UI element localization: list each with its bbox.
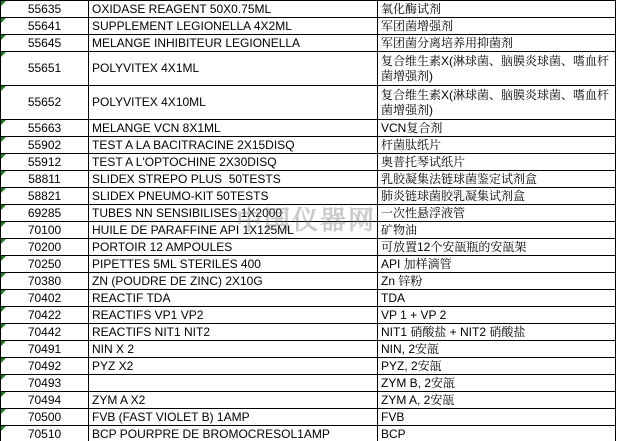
- error-indicator-triangle-icon: [1, 18, 6, 23]
- product-code: 55912: [27, 154, 62, 169]
- product-code-cell[interactable]: [1, 239, 89, 256]
- table-row: [1, 358, 616, 375]
- error-indicator-triangle-icon: [1, 375, 6, 380]
- error-indicator-triangle-icon: [1, 392, 6, 397]
- product-code: 69285: [27, 205, 62, 220]
- product-name-zh-cell[interactable]: 复合维生素X(淋球菌、脑膜炎球菌、嗜血杆菌增强剂): [378, 52, 616, 86]
- product-name-fr-cell[interactable]: SUPPLEMENT LEGIONELLA 4X2ML: [89, 18, 378, 35]
- table-row: [1, 154, 616, 171]
- product-code: 70380: [27, 273, 62, 288]
- product-code-cell[interactable]: [1, 205, 89, 222]
- error-indicator-triangle-icon: [1, 171, 6, 176]
- table-row: [1, 35, 616, 52]
- product-name-zh-cell[interactable]: PYZ, 2安瓿: [378, 358, 616, 375]
- product-name-zh-cell[interactable]: ZYM B, 2安瓿: [378, 375, 616, 392]
- product-name-fr-cell[interactable]: PIPETTES 5ML STERILES 400: [89, 256, 378, 273]
- product-name-fr-cell[interactable]: ZN (POUDRE DE ZINC) 2X10G: [89, 273, 378, 290]
- product-code-cell[interactable]: [1, 307, 89, 324]
- product-name-zh-cell[interactable]: FVB: [378, 409, 616, 426]
- product-name-zh-cell[interactable]: 奥普托琴试纸片: [378, 154, 616, 171]
- product-code-cell[interactable]: [1, 137, 89, 154]
- error-indicator-triangle-icon: [1, 409, 6, 414]
- product-code: 70493: [27, 375, 62, 390]
- product-name-fr-cell[interactable]: NIN X 2: [89, 341, 378, 358]
- product-name-fr-cell[interactable]: POLYVITEX 4X1ML: [89, 52, 378, 86]
- product-name-fr-cell[interactable]: TUBES NN SENSIBILISES 1X2000: [89, 205, 378, 222]
- product-code: 70510: [27, 426, 62, 441]
- product-name-fr-cell[interactable]: POLYVITEX 4X10ML: [89, 86, 378, 120]
- product-name-fr-cell[interactable]: SLIDEX PNEUMO-KIT 50TESTS: [89, 188, 378, 205]
- table-row: [1, 290, 616, 307]
- table-row: [1, 171, 616, 188]
- error-indicator-triangle-icon: [1, 1, 6, 6]
- product-code: 70491: [27, 341, 62, 356]
- product-code-cell[interactable]: [1, 18, 89, 35]
- product-name-zh-cell[interactable]: 乳胶凝集法链球菌鉴定试剂盒: [378, 171, 616, 188]
- product-code: 55651: [27, 61, 62, 75]
- product-code-cell[interactable]: [1, 120, 89, 137]
- product-name-zh-cell[interactable]: BCP: [378, 426, 616, 441]
- product-name-zh-cell[interactable]: TDA: [378, 290, 616, 307]
- product-name-fr-cell[interactable]: MELANGE INHIBITEUR LEGIONELLA: [89, 35, 378, 52]
- error-indicator-triangle-icon: [1, 86, 6, 91]
- product-code: 70100: [27, 222, 62, 237]
- product-code: 70250: [27, 256, 62, 271]
- error-indicator-triangle-icon: [1, 137, 6, 142]
- table-row: [1, 341, 616, 358]
- product-name-zh-cell[interactable]: 军团菌分离培养用抑菌剂: [378, 35, 616, 52]
- error-indicator-triangle-icon: [1, 35, 6, 40]
- product-name-zh-cell[interactable]: Zn 锌粉: [378, 273, 616, 290]
- product-name-fr-cell[interactable]: PYZ X2: [89, 358, 378, 375]
- product-code: 70442: [27, 324, 62, 339]
- product-code-cell[interactable]: [1, 290, 89, 307]
- error-indicator-triangle-icon: [1, 205, 6, 210]
- product-code-cell[interactable]: [1, 324, 89, 341]
- product-name-fr-cell[interactable]: ZYM A X2: [89, 392, 378, 409]
- product-code: 70492: [27, 358, 62, 373]
- error-indicator-triangle-icon: [1, 222, 6, 227]
- product-code: 55641: [27, 18, 62, 33]
- error-indicator-triangle-icon: [1, 239, 6, 244]
- product-name-zh-cell[interactable]: 军团菌增强剂: [378, 18, 616, 35]
- product-code: 70494: [27, 392, 62, 407]
- product-name-zh-cell[interactable]: 氧化酶试剂: [378, 1, 616, 18]
- table-row: [1, 273, 616, 290]
- product-code: 55663: [27, 120, 62, 135]
- product-code-cell[interactable]: [1, 256, 89, 273]
- product-code-cell[interactable]: [1, 341, 89, 358]
- product-code: 58811: [28, 171, 61, 186]
- table-row: [1, 426, 616, 441]
- table-row: [1, 1, 616, 18]
- product-code-cell[interactable]: [1, 35, 89, 52]
- table-row: [1, 409, 616, 426]
- table-row: [1, 205, 616, 222]
- product-name-zh-cell[interactable]: ZYM A, 2安瓿: [378, 392, 616, 409]
- product-code-cell[interactable]: [1, 358, 89, 375]
- product-code: 55635: [27, 1, 62, 16]
- error-indicator-triangle-icon: [1, 307, 6, 312]
- product-name-zh-cell[interactable]: 一次性悬浮液管: [378, 205, 616, 222]
- product-name-zh-cell[interactable]: 复合维生素X(淋球菌、脑膜炎球菌、嗜血杆菌增强剂): [378, 86, 616, 120]
- error-indicator-triangle-icon: [1, 341, 6, 346]
- product-name-fr-cell[interactable]: PORTOIR 12 AMPOULES: [89, 239, 378, 256]
- product-code-cell[interactable]: [1, 171, 89, 188]
- table-row: [1, 188, 616, 205]
- error-indicator-triangle-icon: [1, 358, 6, 363]
- table-row: [1, 222, 616, 239]
- watermark-text: 中国仪器网: [236, 205, 377, 235]
- product-name-fr-cell[interactable]: TEST A L'OPTOCHINE 2X30DISQ: [89, 154, 378, 171]
- error-indicator-triangle-icon: [1, 256, 6, 261]
- table-row: [1, 86, 616, 120]
- error-indicator-triangle-icon: [1, 273, 6, 278]
- product-name-zh-cell[interactable]: API 加样滴管: [378, 256, 616, 273]
- product-code: 70500: [27, 409, 62, 424]
- table-row: [1, 120, 616, 137]
- product-name-fr-cell[interactable]: REACTIF TDA: [89, 290, 378, 307]
- table-row: [1, 392, 616, 409]
- table-row: [1, 256, 616, 273]
- product-name-zh-cell[interactable]: 可放置12个安瓿瓶的安瓿架: [378, 239, 616, 256]
- table-row: [1, 52, 616, 86]
- product-code: 55645: [27, 35, 62, 50]
- error-indicator-triangle-icon: [1, 290, 6, 295]
- table-row: [1, 307, 616, 324]
- error-indicator-triangle-icon: [1, 52, 6, 57]
- table-row: [1, 18, 616, 35]
- error-indicator-triangle-icon: [1, 120, 6, 125]
- product-name-fr-cell[interactable]: SLIDEX STREPO PLUS 50TESTS: [89, 171, 378, 188]
- product-code: 70422: [27, 307, 62, 322]
- product-code-cell[interactable]: [1, 426, 89, 441]
- product-code-cell[interactable]: [1, 392, 89, 409]
- product-name-fr-cell[interactable]: OXIDASE REAGENT 50X0.75ML: [89, 1, 378, 18]
- product-code-cell[interactable]: [1, 409, 89, 426]
- product-code-cell[interactable]: [1, 188, 89, 205]
- product-name-fr-cell[interactable]: BCP POURPRE DE BROMOCRESOL1AMP: [89, 426, 378, 441]
- product-code-cell[interactable]: [1, 154, 89, 171]
- product-name-zh-cell[interactable]: NIN, 2安瓿: [378, 341, 616, 358]
- product-code-cell[interactable]: [1, 375, 89, 392]
- product-name-fr-cell[interactable]: [89, 375, 378, 392]
- table-row: [1, 239, 616, 256]
- product-code-cell[interactable]: [1, 222, 89, 239]
- table-row: [1, 137, 616, 154]
- product-code-cell[interactable]: [1, 86, 89, 120]
- product-name-zh-cell[interactable]: 杆菌肽纸片: [378, 137, 616, 154]
- product-code: 70200: [27, 239, 62, 254]
- product-name-fr-cell[interactable]: HUILE DE PARAFFINE API 1X125ML: [89, 222, 378, 239]
- product-code-cell[interactable]: [1, 52, 89, 86]
- product-code: 55902: [27, 137, 62, 152]
- product-name-zh-cell[interactable]: VCN复合剂: [378, 120, 616, 137]
- product-name-fr-cell[interactable]: REACTIFS VP1 VP2: [89, 307, 378, 324]
- table-row: [1, 324, 616, 341]
- product-name-zh-cell[interactable]: 肺炎链球菌胶乳凝集试剂盒: [378, 188, 616, 205]
- error-indicator-triangle-icon: [1, 188, 6, 193]
- product-name-fr-cell[interactable]: TEST A LA BACITRACINE 2X15DISQ: [89, 137, 378, 154]
- product-name-fr-cell[interactable]: MELANGE VCN 8X1ML: [89, 120, 378, 137]
- product-code: 58821: [27, 188, 62, 203]
- product-code-cell[interactable]: [1, 1, 89, 18]
- product-code: 70402: [27, 290, 62, 305]
- product-code: 55652: [27, 95, 62, 109]
- product-name-fr-cell[interactable]: FVB (FAST VIOLET B) 1AMP: [89, 409, 378, 426]
- product-name-zh-cell[interactable]: NIT1 硝酸盐 + NIT2 硝酸盐: [378, 324, 616, 341]
- product-name-zh-cell[interactable]: VP 1 + VP 2: [378, 307, 616, 324]
- product-name-zh-cell[interactable]: 矿物油: [378, 222, 616, 239]
- product-name-fr-cell[interactable]: REACTIFS NIT1 NIT2: [89, 324, 378, 341]
- product-table-body: [1, 1, 616, 441]
- error-indicator-triangle-icon: [1, 154, 6, 159]
- error-indicator-triangle-icon: [1, 426, 6, 431]
- product-code-cell[interactable]: [1, 273, 89, 290]
- table-row: [1, 375, 616, 392]
- error-indicator-triangle-icon: [1, 324, 6, 329]
